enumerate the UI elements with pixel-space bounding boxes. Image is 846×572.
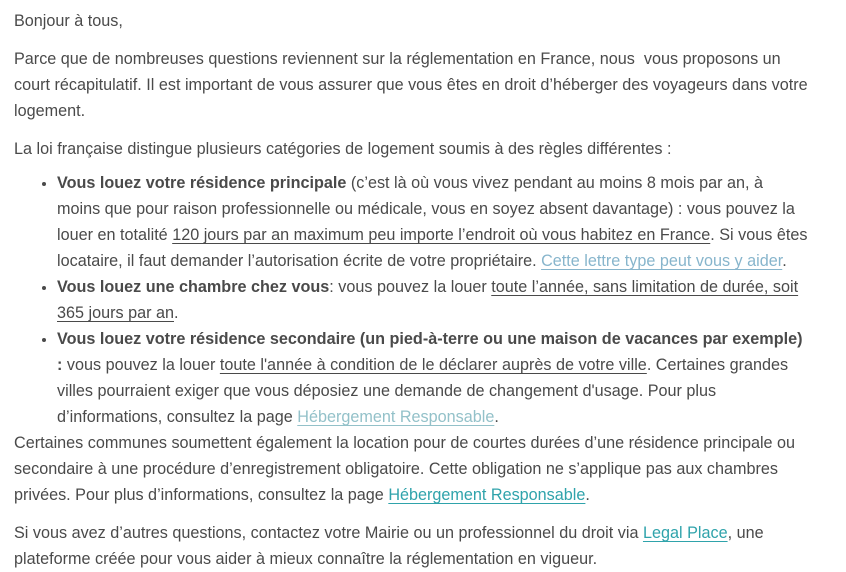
- bullet-text: . Si vous êtes locataire, il faut demander l’autorisation écrite de votre propriétaire.: [57, 226, 808, 270]
- bullet-text: . Certaines grandes villes pourraient exiger que vous déposiez une demande de changement d'usage. Pour plus d’informations, consultez la page: [57, 356, 789, 426]
- bullet-text: .: [174, 304, 179, 322]
- paragraph-text: Certaines communes soumettent également la location pour de courtes durées d’une résidence principale ou secondaire à une procédure d’enregistrement obligatoire. Cette obligation ne s’applique pas aux chambres privées. Pour plus d’informations, consultez la page: [14, 434, 796, 504]
- bullet-text: : vous pouvez la louer: [329, 278, 492, 296]
- paragraph-text: Si vous avez d’autres questions, contactez votre Mairie ou un professionnel du droit via: [14, 524, 643, 542]
- bullet-title-residence-secondaire: Vous louez votre résidence secondaire (un pied-à-terre ou une maison de vacances par exemple) :: [57, 330, 803, 374]
- lettre-type-link[interactable]: Cette lettre type peut vous y aider: [541, 252, 783, 270]
- intro-paragraph: Parce que de nombreuses questions reviennent sur la réglementation en France, nous vous proposons un court récapitulatif. Il est important de vous assurer que vous êtes en droit d’héberger des voyageurs dans votre logement.: [14, 50, 808, 120]
- list-item-chambre-chez-vous: [57, 274, 808, 326]
- questions-paragraph: [14, 520, 808, 572]
- list-item-residence-principale: [57, 170, 808, 274]
- hebergement-responsable-link-1[interactable]: Hébergement Responsable: [297, 408, 495, 426]
- underlined-rule-declaration-ville: toute l'année à condition de le déclarer auprès de votre ville: [219, 356, 647, 374]
- greeting-paragraph: Bonjour à tous,: [14, 12, 123, 30]
- registration-paragraph: [14, 430, 808, 508]
- paragraph-text: .: [585, 486, 590, 504]
- underlined-rule-365-jours: toute l’année, sans limitation de durée, soit 365 jours par an: [57, 278, 799, 322]
- hebergement-responsable-link-2[interactable]: Hébergement Responsable: [388, 486, 586, 504]
- bullet-title-chambre: Vous louez une chambre chez vous: [57, 278, 330, 296]
- legal-place-link[interactable]: Legal Place: [642, 524, 728, 542]
- bullet-text: .: [494, 408, 499, 426]
- list-item-residence-secondaire: [57, 326, 808, 430]
- bullet-text: vous pouvez la louer: [62, 356, 220, 374]
- underlined-rule-120-jours: 120 jours par an maximum peu importe l’endroit où vous habitez en France: [172, 226, 711, 244]
- bullet-text: (c’est là où vous vivez pendant au moins 8 mois par an, à moins que pour raison professionnelle ou médicale, vous en soyez absent davantage) : vous pouvez la louer en totalité: [57, 174, 795, 244]
- housing-categories-list: [14, 170, 808, 430]
- bullet-title-residence-principale: Vous louez votre résidence principale: [57, 174, 347, 192]
- paragraph-text: , une plateforme créée pour vous aider à mieux connaître la réglementation en vigueur.: [14, 524, 764, 568]
- law-intro-paragraph: La loi française distingue plusieurs catégories de logement soumis à des règles différentes :: [14, 140, 672, 158]
- bullet-text: .: [782, 252, 787, 270]
